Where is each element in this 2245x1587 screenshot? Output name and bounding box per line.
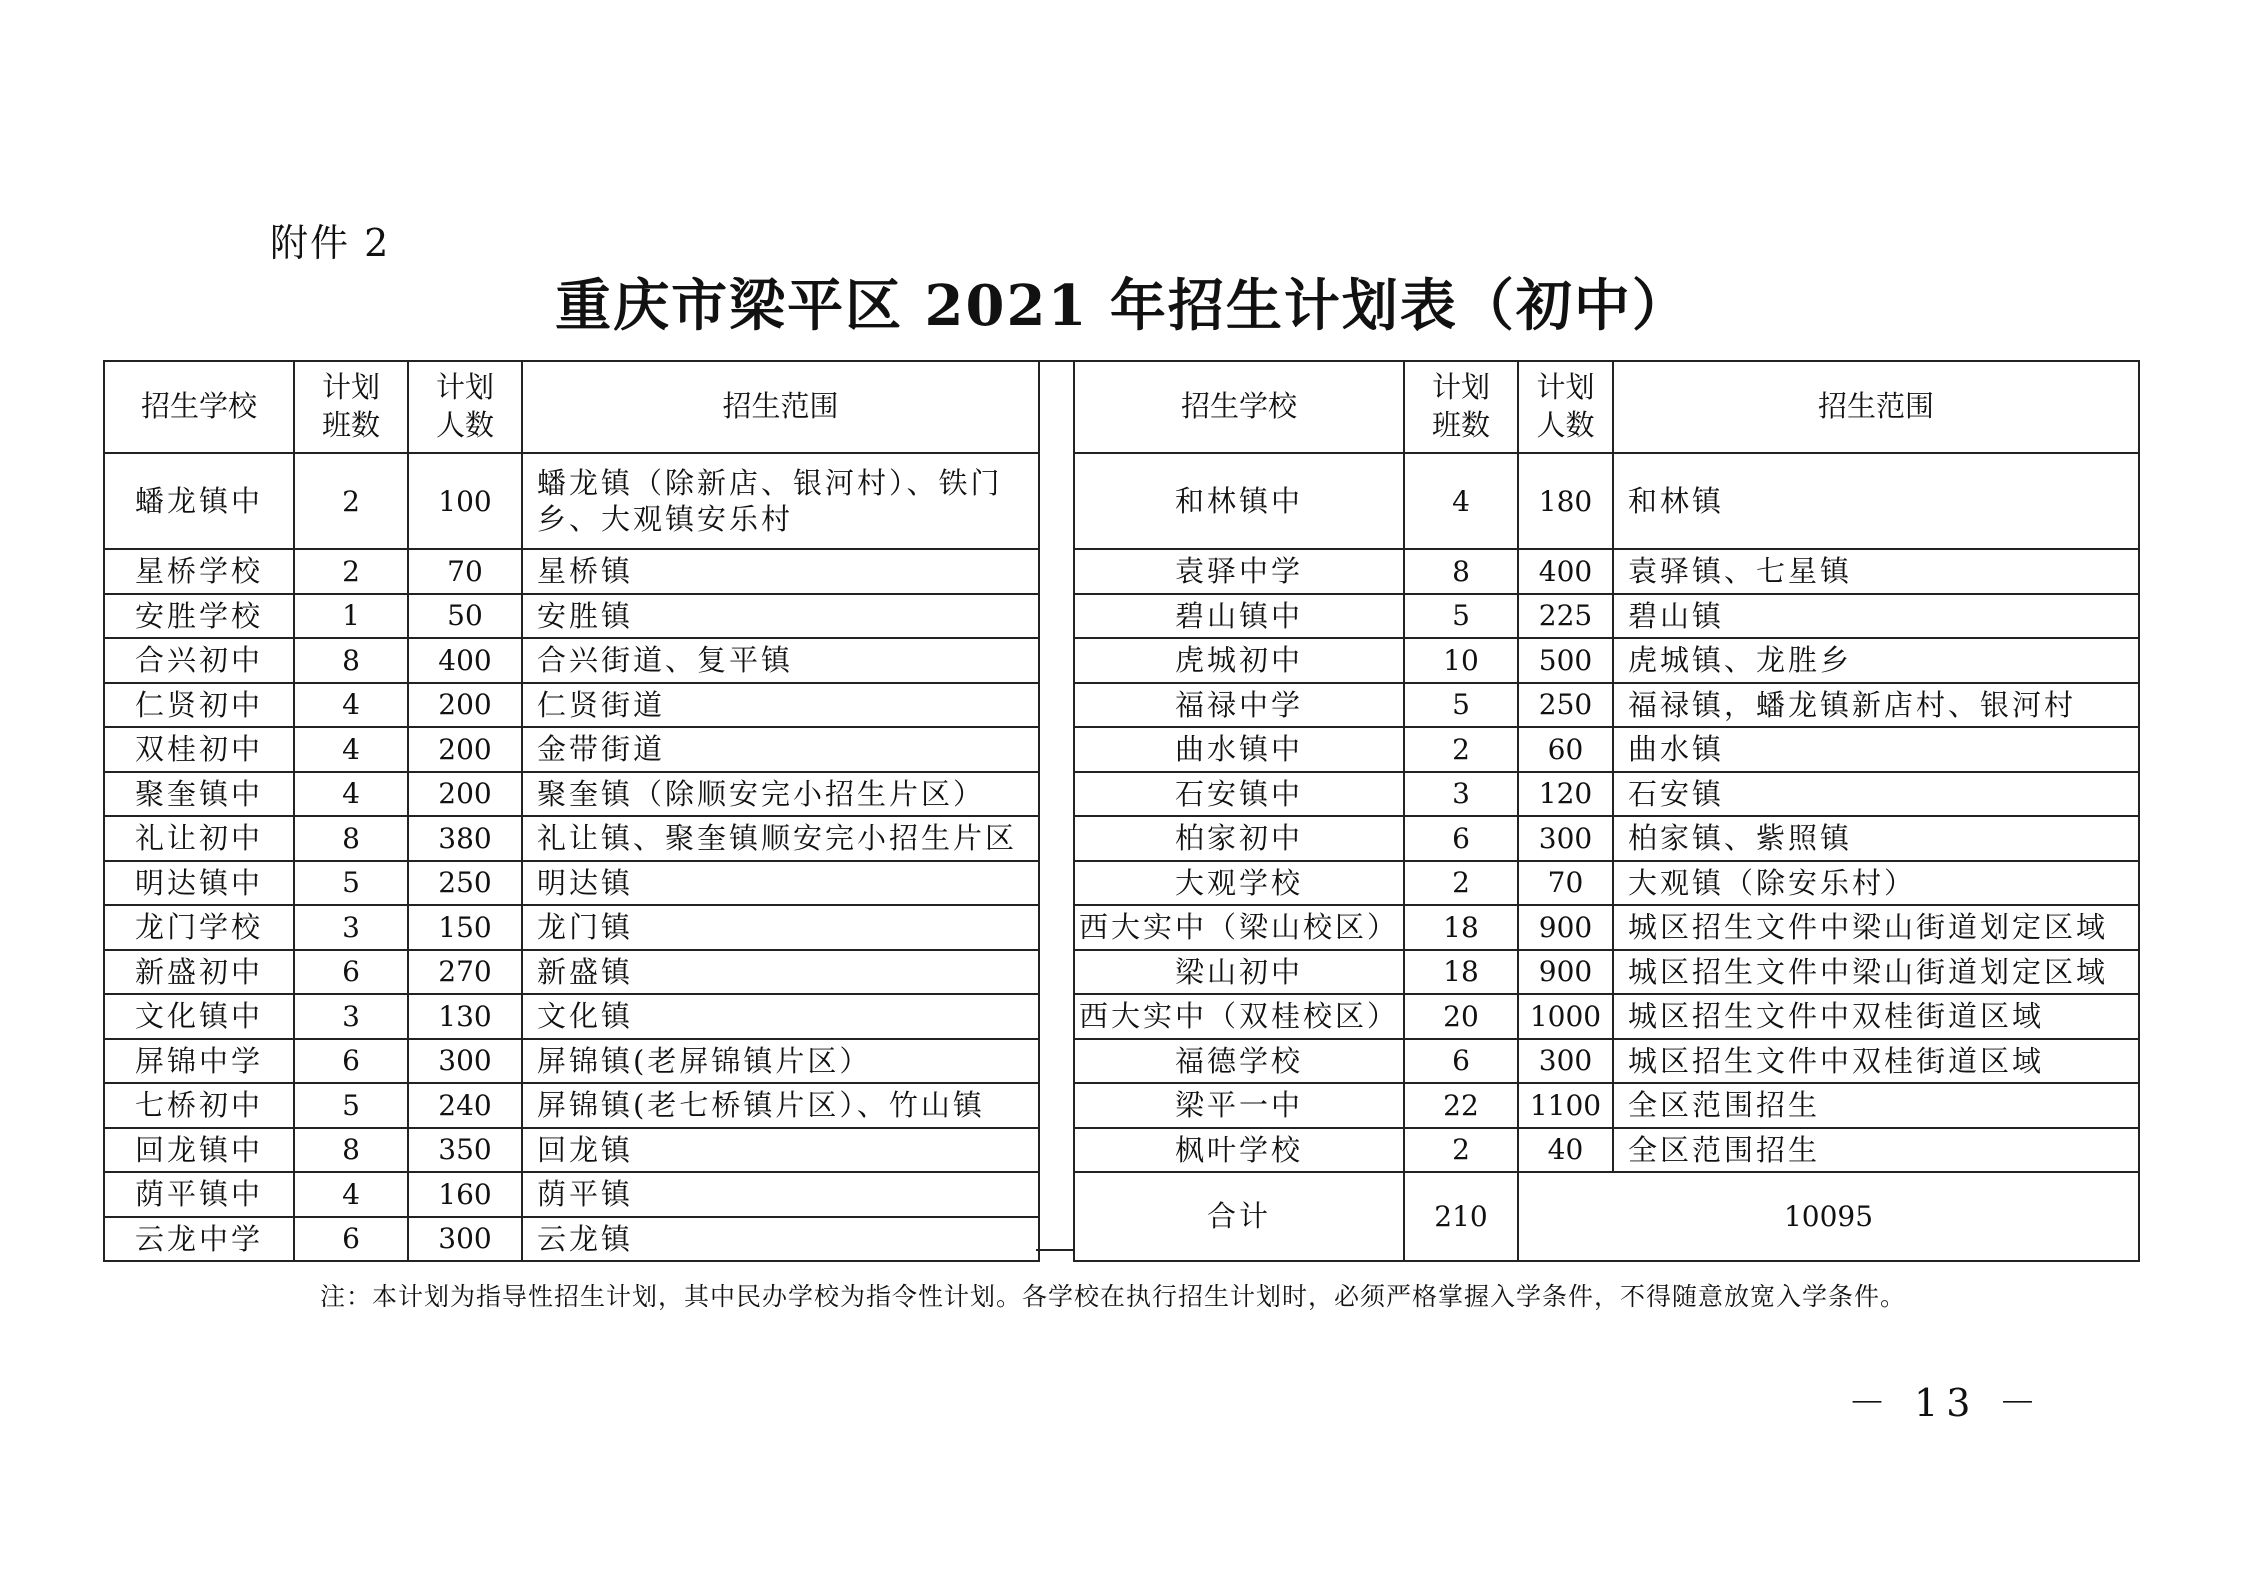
table-row (104, 549, 1039, 594)
enrollment-range-cell: 城区招生文件中梁山街道划定区域 (1613, 950, 2139, 995)
school-name-cell: 仁贤初中 (104, 683, 294, 728)
student-count-cell: 160 (408, 1172, 522, 1217)
enrollment-range-cell: 大观镇（除安乐村） (1613, 861, 2139, 906)
school-name-cell: 曲水镇中 (1074, 727, 1404, 772)
class-count-cell: 2 (1404, 861, 1518, 906)
table-row (1074, 905, 2139, 950)
school-name-cell: 袁驿中学 (1074, 549, 1404, 594)
student-count-cell: 500 (1518, 638, 1613, 683)
class-count-cell: 2 (294, 549, 408, 594)
header-classes: 计划 班数 (1404, 361, 1518, 453)
total-label: 合计 (1074, 1172, 1404, 1261)
table-row (1074, 994, 2139, 1039)
school-name-cell: 双桂初中 (104, 727, 294, 772)
student-count-cell: 100 (408, 453, 522, 549)
table-row (1074, 1128, 2139, 1173)
table-row (1074, 549, 2139, 594)
class-count-cell: 22 (1404, 1083, 1518, 1128)
school-name-cell: 屏锦中学 (104, 1039, 294, 1084)
header-classes: 计划 班数 (294, 361, 408, 453)
school-name-cell: 枫叶学校 (1074, 1128, 1404, 1173)
student-count-cell: 50 (408, 594, 522, 639)
header-school: 招生学校 (104, 361, 294, 453)
table-row (104, 950, 1039, 995)
class-count-cell: 18 (1404, 950, 1518, 995)
enrollment-range-cell: 云龙镇 (522, 1217, 1039, 1262)
student-count-cell: 250 (1518, 683, 1613, 728)
class-count-cell: 4 (1404, 453, 1518, 549)
class-count-cell: 6 (294, 1039, 408, 1084)
student-count-cell: 240 (408, 1083, 522, 1128)
table-row (104, 1039, 1039, 1084)
student-count-cell: 70 (408, 549, 522, 594)
class-count-cell: 4 (294, 683, 408, 728)
school-name-cell: 蟠龙镇中 (104, 453, 294, 549)
enrollment-range-cell: 柏家镇、紫照镇 (1613, 816, 2139, 861)
school-name-cell: 和林镇中 (1074, 453, 1404, 549)
page-number: － 13 － (1848, 1381, 2045, 1425)
student-count-cell: 400 (1518, 549, 1613, 594)
student-count-cell: 1100 (1518, 1083, 1613, 1128)
school-name-cell: 福德学校 (1074, 1039, 1404, 1084)
table-divider (1036, 360, 1075, 1251)
table-row (104, 905, 1039, 950)
enrollment-range-cell: 曲水镇 (1613, 727, 2139, 772)
class-count-cell: 6 (1404, 1039, 1518, 1084)
class-count-cell: 10 (1404, 638, 1518, 683)
school-name-cell: 礼让初中 (104, 816, 294, 861)
class-count-cell: 3 (1404, 772, 1518, 817)
table-row (104, 772, 1039, 817)
enrollment-range-cell: 城区招生文件中梁山街道划定区域 (1613, 905, 2139, 950)
class-count-cell: 5 (294, 861, 408, 906)
enrollment-range-cell: 屏锦镇(老屏锦镇片区） (522, 1039, 1039, 1084)
school-name-cell: 福禄中学 (1074, 683, 1404, 728)
school-name-cell: 回龙镇中 (104, 1128, 294, 1173)
school-name-cell: 文化镇中 (104, 994, 294, 1039)
class-count-cell: 5 (1404, 594, 1518, 639)
class-count-cell: 6 (1404, 816, 1518, 861)
table-row (104, 683, 1039, 728)
student-count-cell: 1000 (1518, 994, 1613, 1039)
school-name-cell: 安胜学校 (104, 594, 294, 639)
table-row (1074, 816, 2139, 861)
school-name-cell: 云龙中学 (104, 1217, 294, 1262)
header-range: 招生范围 (522, 361, 1039, 453)
table-row (104, 638, 1039, 683)
header-students: 计划 人数 (408, 361, 522, 453)
total-row (1074, 1172, 2139, 1261)
enrollment-range-cell: 新盛镇 (522, 950, 1039, 995)
enrollment-range-cell: 城区招生文件中双桂街道区域 (1613, 994, 2139, 1039)
class-count-cell: 18 (1404, 905, 1518, 950)
student-count-cell: 200 (408, 727, 522, 772)
table-row (104, 1172, 1039, 1217)
school-name-cell: 星桥学校 (104, 549, 294, 594)
enrollment-range-cell: 礼让镇、聚奎镇顺安完小招生片区 (522, 816, 1039, 861)
school-name-cell: 柏家初中 (1074, 816, 1404, 861)
class-count-cell: 5 (1404, 683, 1518, 728)
class-count-cell: 4 (294, 1172, 408, 1217)
table-row (1074, 1039, 2139, 1084)
header-school: 招生学校 (1074, 361, 1404, 453)
enrollment-range-cell: 石安镇 (1613, 772, 2139, 817)
enrollment-range-cell: 屏锦镇(老七桥镇片区）、竹山镇 (522, 1083, 1039, 1128)
class-count-cell: 2 (294, 453, 408, 549)
student-count-cell: 200 (408, 772, 522, 817)
header-range: 招生范围 (1613, 361, 2139, 453)
enrollment-range-cell: 龙门镇 (522, 905, 1039, 950)
student-count-cell: 900 (1518, 950, 1613, 995)
student-count-cell: 400 (408, 638, 522, 683)
student-count-cell: 300 (408, 1217, 522, 1262)
document-title: 重庆市梁平区 2021 年招生计划表（初中） (555, 273, 1690, 339)
student-count-cell: 70 (1518, 861, 1613, 906)
enrollment-range-cell: 安胜镇 (522, 594, 1039, 639)
table-row (1074, 950, 2139, 995)
class-count-cell: 4 (294, 772, 408, 817)
student-count-cell: 150 (408, 905, 522, 950)
class-count-cell: 8 (294, 816, 408, 861)
student-count-cell: 130 (408, 994, 522, 1039)
total-classes: 210 (1404, 1172, 1518, 1261)
class-count-cell: 3 (294, 994, 408, 1039)
school-name-cell: 七桥初中 (104, 1083, 294, 1128)
enrollment-range-cell: 蟠龙镇（除新店、银河村）、铁门乡、大观镇安乐村 (522, 453, 1039, 549)
student-count-cell: 40 (1518, 1128, 1613, 1173)
class-count-cell: 8 (294, 1128, 408, 1173)
table-row (104, 1217, 1039, 1262)
enrollment-table-right (1073, 360, 2140, 1262)
student-count-cell: 300 (1518, 816, 1613, 861)
school-name-cell: 石安镇中 (1074, 772, 1404, 817)
student-count-cell: 900 (1518, 905, 1613, 950)
enrollment-range-cell: 袁驿镇、七星镇 (1613, 549, 2139, 594)
enrollment-range-cell: 金带街道 (522, 727, 1039, 772)
total-students: 10095 (1518, 1172, 2139, 1261)
school-name-cell: 龙门学校 (104, 905, 294, 950)
enrollment-table-left (103, 360, 1040, 1262)
student-count-cell: 350 (408, 1128, 522, 1173)
class-count-cell: 6 (294, 1217, 408, 1262)
class-count-cell: 2 (1404, 727, 1518, 772)
class-count-cell: 20 (1404, 994, 1518, 1039)
enrollment-range-cell: 全区范围招生 (1613, 1083, 2139, 1128)
class-count-cell: 8 (1404, 549, 1518, 594)
class-count-cell: 1 (294, 594, 408, 639)
student-count-cell: 270 (408, 950, 522, 995)
table-row (104, 994, 1039, 1039)
school-name-cell: 梁山初中 (1074, 950, 1404, 995)
table-row (1074, 861, 2139, 906)
enrollment-range-cell: 聚奎镇（除顺安完小招生片区） (522, 772, 1039, 817)
table-row (104, 453, 1039, 549)
table-header-row (1074, 361, 2139, 453)
student-count-cell: 250 (408, 861, 522, 906)
enrollment-range-cell: 虎城镇、龙胜乡 (1613, 638, 2139, 683)
enrollment-range-cell: 仁贤街道 (522, 683, 1039, 728)
footnote: 注：本计划为指导性招生计划，其中民办学校为指令性计划。各学校在执行招生计划时，必须严格掌握入学条件，不得随意放宽入学条件。 (320, 1282, 1907, 1311)
class-count-cell: 2 (1404, 1128, 1518, 1173)
enrollment-range-cell: 和林镇 (1613, 453, 2139, 549)
enrollment-range-cell: 明达镇 (522, 861, 1039, 906)
student-count-cell: 200 (408, 683, 522, 728)
student-count-cell: 60 (1518, 727, 1613, 772)
school-name-cell: 合兴初中 (104, 638, 294, 683)
table-row (1074, 727, 2139, 772)
table-row (104, 816, 1039, 861)
student-count-cell: 225 (1518, 594, 1613, 639)
enrollment-range-cell: 文化镇 (522, 994, 1039, 1039)
attachment-label: 附件 2 (270, 221, 391, 265)
school-name-cell: 明达镇中 (104, 861, 294, 906)
enrollment-range-cell: 全区范围招生 (1613, 1128, 2139, 1173)
school-name-cell: 西大实中（双桂校区） (1074, 994, 1404, 1039)
student-count-cell: 300 (1518, 1039, 1613, 1084)
table-row (1074, 683, 2139, 728)
student-count-cell: 380 (408, 816, 522, 861)
student-count-cell: 300 (408, 1039, 522, 1084)
school-name-cell: 新盛初中 (104, 950, 294, 995)
school-name-cell: 聚奎镇中 (104, 772, 294, 817)
table-header-row (104, 361, 1039, 453)
student-count-cell: 180 (1518, 453, 1613, 549)
header-students: 计划 人数 (1518, 361, 1613, 453)
enrollment-range-cell: 合兴街道、复平镇 (522, 638, 1039, 683)
table-row (104, 1128, 1039, 1173)
school-name-cell: 西大实中（梁山校区） (1074, 905, 1404, 950)
table-row (1074, 638, 2139, 683)
class-count-cell: 3 (294, 905, 408, 950)
enrollment-range-cell: 城区招生文件中双桂街道区域 (1613, 1039, 2139, 1084)
table-row (1074, 453, 2139, 549)
class-count-cell: 6 (294, 950, 408, 995)
school-name-cell: 大观学校 (1074, 861, 1404, 906)
class-count-cell: 5 (294, 1083, 408, 1128)
enrollment-range-cell: 星桥镇 (522, 549, 1039, 594)
school-name-cell: 荫平镇中 (104, 1172, 294, 1217)
enrollment-range-cell: 碧山镇 (1613, 594, 2139, 639)
table-row (104, 594, 1039, 639)
table-row (104, 727, 1039, 772)
school-name-cell: 碧山镇中 (1074, 594, 1404, 639)
enrollment-range-cell: 回龙镇 (522, 1128, 1039, 1173)
school-name-cell: 梁平一中 (1074, 1083, 1404, 1128)
table-row (104, 1083, 1039, 1128)
table-row (1074, 1083, 2139, 1128)
class-count-cell: 8 (294, 638, 408, 683)
student-count-cell: 120 (1518, 772, 1613, 817)
table-row (104, 861, 1039, 906)
table-row (1074, 594, 2139, 639)
enrollment-range-cell: 荫平镇 (522, 1172, 1039, 1217)
table-row (1074, 772, 2139, 817)
class-count-cell: 4 (294, 727, 408, 772)
school-name-cell: 虎城初中 (1074, 638, 1404, 683)
enrollment-range-cell: 福禄镇，蟠龙镇新店村、银河村 (1613, 683, 2139, 728)
